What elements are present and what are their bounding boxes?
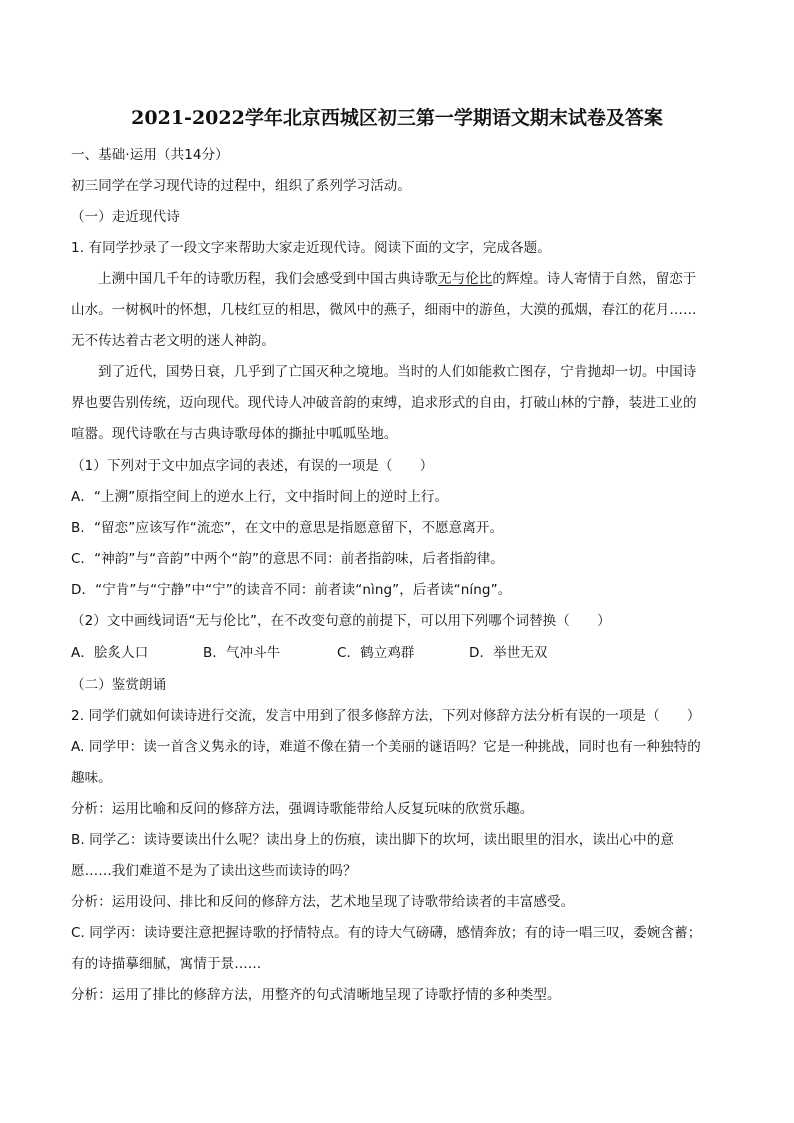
analysis-a: 分析：运用比喻和反问的修辞方法，强调诗歌能带给人反复玩味的欣赏乐趣。 bbox=[71, 801, 534, 817]
part-heading: （一）走近现代诗 bbox=[71, 209, 180, 225]
option-a: A．脍炙人口 bbox=[71, 645, 149, 661]
option-b: B. 同学乙：读诗要读出什么呢？读出身上的伤痕，读出脚下的坎坷，读出眼里的泪水，读出心中的意 bbox=[71, 832, 674, 848]
option-c: C．鹤立鸡群 bbox=[337, 645, 415, 661]
option-b: B．“留恋”应该写作“流恋”，在文中的意思是指愿意留下，不愿意离开。 bbox=[71, 520, 504, 536]
analysis-c: 分析：运用了排比的修辞方法，用整齐的句式清晰地呈现了诗歌抒情的多种类型。 bbox=[71, 987, 561, 1003]
option-c-cont: 有的诗描摹细腻，寓情于景…… bbox=[71, 956, 262, 972]
option-a: A. 同学甲：读一首含义隽永的诗，难道不像在猜一个美丽的谜语吗？它是一种挑战，同时也有一种独特的 bbox=[71, 739, 701, 755]
passage-line: 无不传达着古老文明的迷人神韵。 bbox=[71, 333, 275, 349]
option-c: C．“神韵”与“音韵”中两个“韵”的意思不同：前者指韵味，后者指韵律。 bbox=[71, 551, 504, 567]
option-a-cont: 趣味。 bbox=[71, 770, 112, 786]
passage-line: 到了近代，国势日衰，几乎到了亡国灭种之境地。当时的人们如能救亡图存，宁肯抛却一切。中国诗 bbox=[98, 364, 697, 380]
passage-line: 界也要告别传统，迈向现代。现代诗人冲破音韵的束缚，追求形式的自由，打破山林的宁静，装进工业的 bbox=[71, 395, 697, 411]
sub-question: （1）下列对于文中加点字词的表述，有误的一项是（ ） bbox=[71, 458, 434, 474]
document-title: 2021-2022学年北京西城区初三第一学期语文期末试卷及答案 bbox=[131, 107, 663, 129]
passage-line: 山水。一树枫叶的怀想，几枝红豆的相思，微风中的燕子，细雨中的游鱼，大漠的孤烟，春江的花月…… bbox=[71, 302, 697, 318]
analysis-b: 分析：运用设问、排比和反问的修辞方法，艺术地呈现了诗歌带给读者的丰富感受。 bbox=[71, 894, 575, 910]
sub-question: （2）文中画线词语“无与伦比”，在不改变句意的前提下，可以用下列哪个词替换（ ） bbox=[71, 613, 611, 629]
option-b: B．气冲斗牛 bbox=[203, 645, 281, 661]
option-b-cont: 愿……我们难道不是为了读出这些而读诗的吗？ bbox=[71, 863, 357, 879]
option-a: A．“上溯”原指空间上的逆水上行，文中指时间上的逆时上行。 bbox=[71, 489, 449, 505]
option-d: D．举世无双 bbox=[469, 645, 548, 661]
option-d: D．“宁肯”与“宁静”中“宁”的读音不同：前者读“nìng”，后者读“níng”。 bbox=[71, 582, 512, 598]
options-row bbox=[71, 644, 631, 662]
passage-line: 喧嚣。现代诗歌在与古典诗歌母体的撕扯中呱呱坠地。 bbox=[71, 426, 398, 442]
question-stem: 2. 同学们就如何读诗进行交流，发言中用到了很多修辞方法，下列对修辞方法分析有误的一项是（ ） bbox=[71, 708, 701, 724]
intro-text: 初三同学在学习现代诗的过程中，组织了系列学习活动。 bbox=[71, 178, 411, 194]
passage-line bbox=[98, 270, 696, 288]
passage-text: 的辉煌。诗人寄情于自然，留恋于 bbox=[492, 271, 697, 287]
passage-text: 上溯中国几千年的诗歌历程，我们会感受到中国古典诗歌 bbox=[98, 271, 438, 287]
question-stem: 1. 有同学抄录了一段文字来帮助大家走近现代诗。阅读下面的文字，完成各题。 bbox=[71, 240, 551, 256]
section-heading: 一、基础·运用（共14分） bbox=[71, 147, 229, 163]
underlined-word: 无与伦比 bbox=[438, 271, 493, 287]
option-c: C. 同学丙：读诗要注意把握诗歌的抒情特点。有的诗大气磅礴，感情奔放；有的诗一唱三叹，委婉含蓄； bbox=[71, 925, 702, 941]
part-heading: （二）鉴赏朗诵 bbox=[71, 677, 167, 693]
